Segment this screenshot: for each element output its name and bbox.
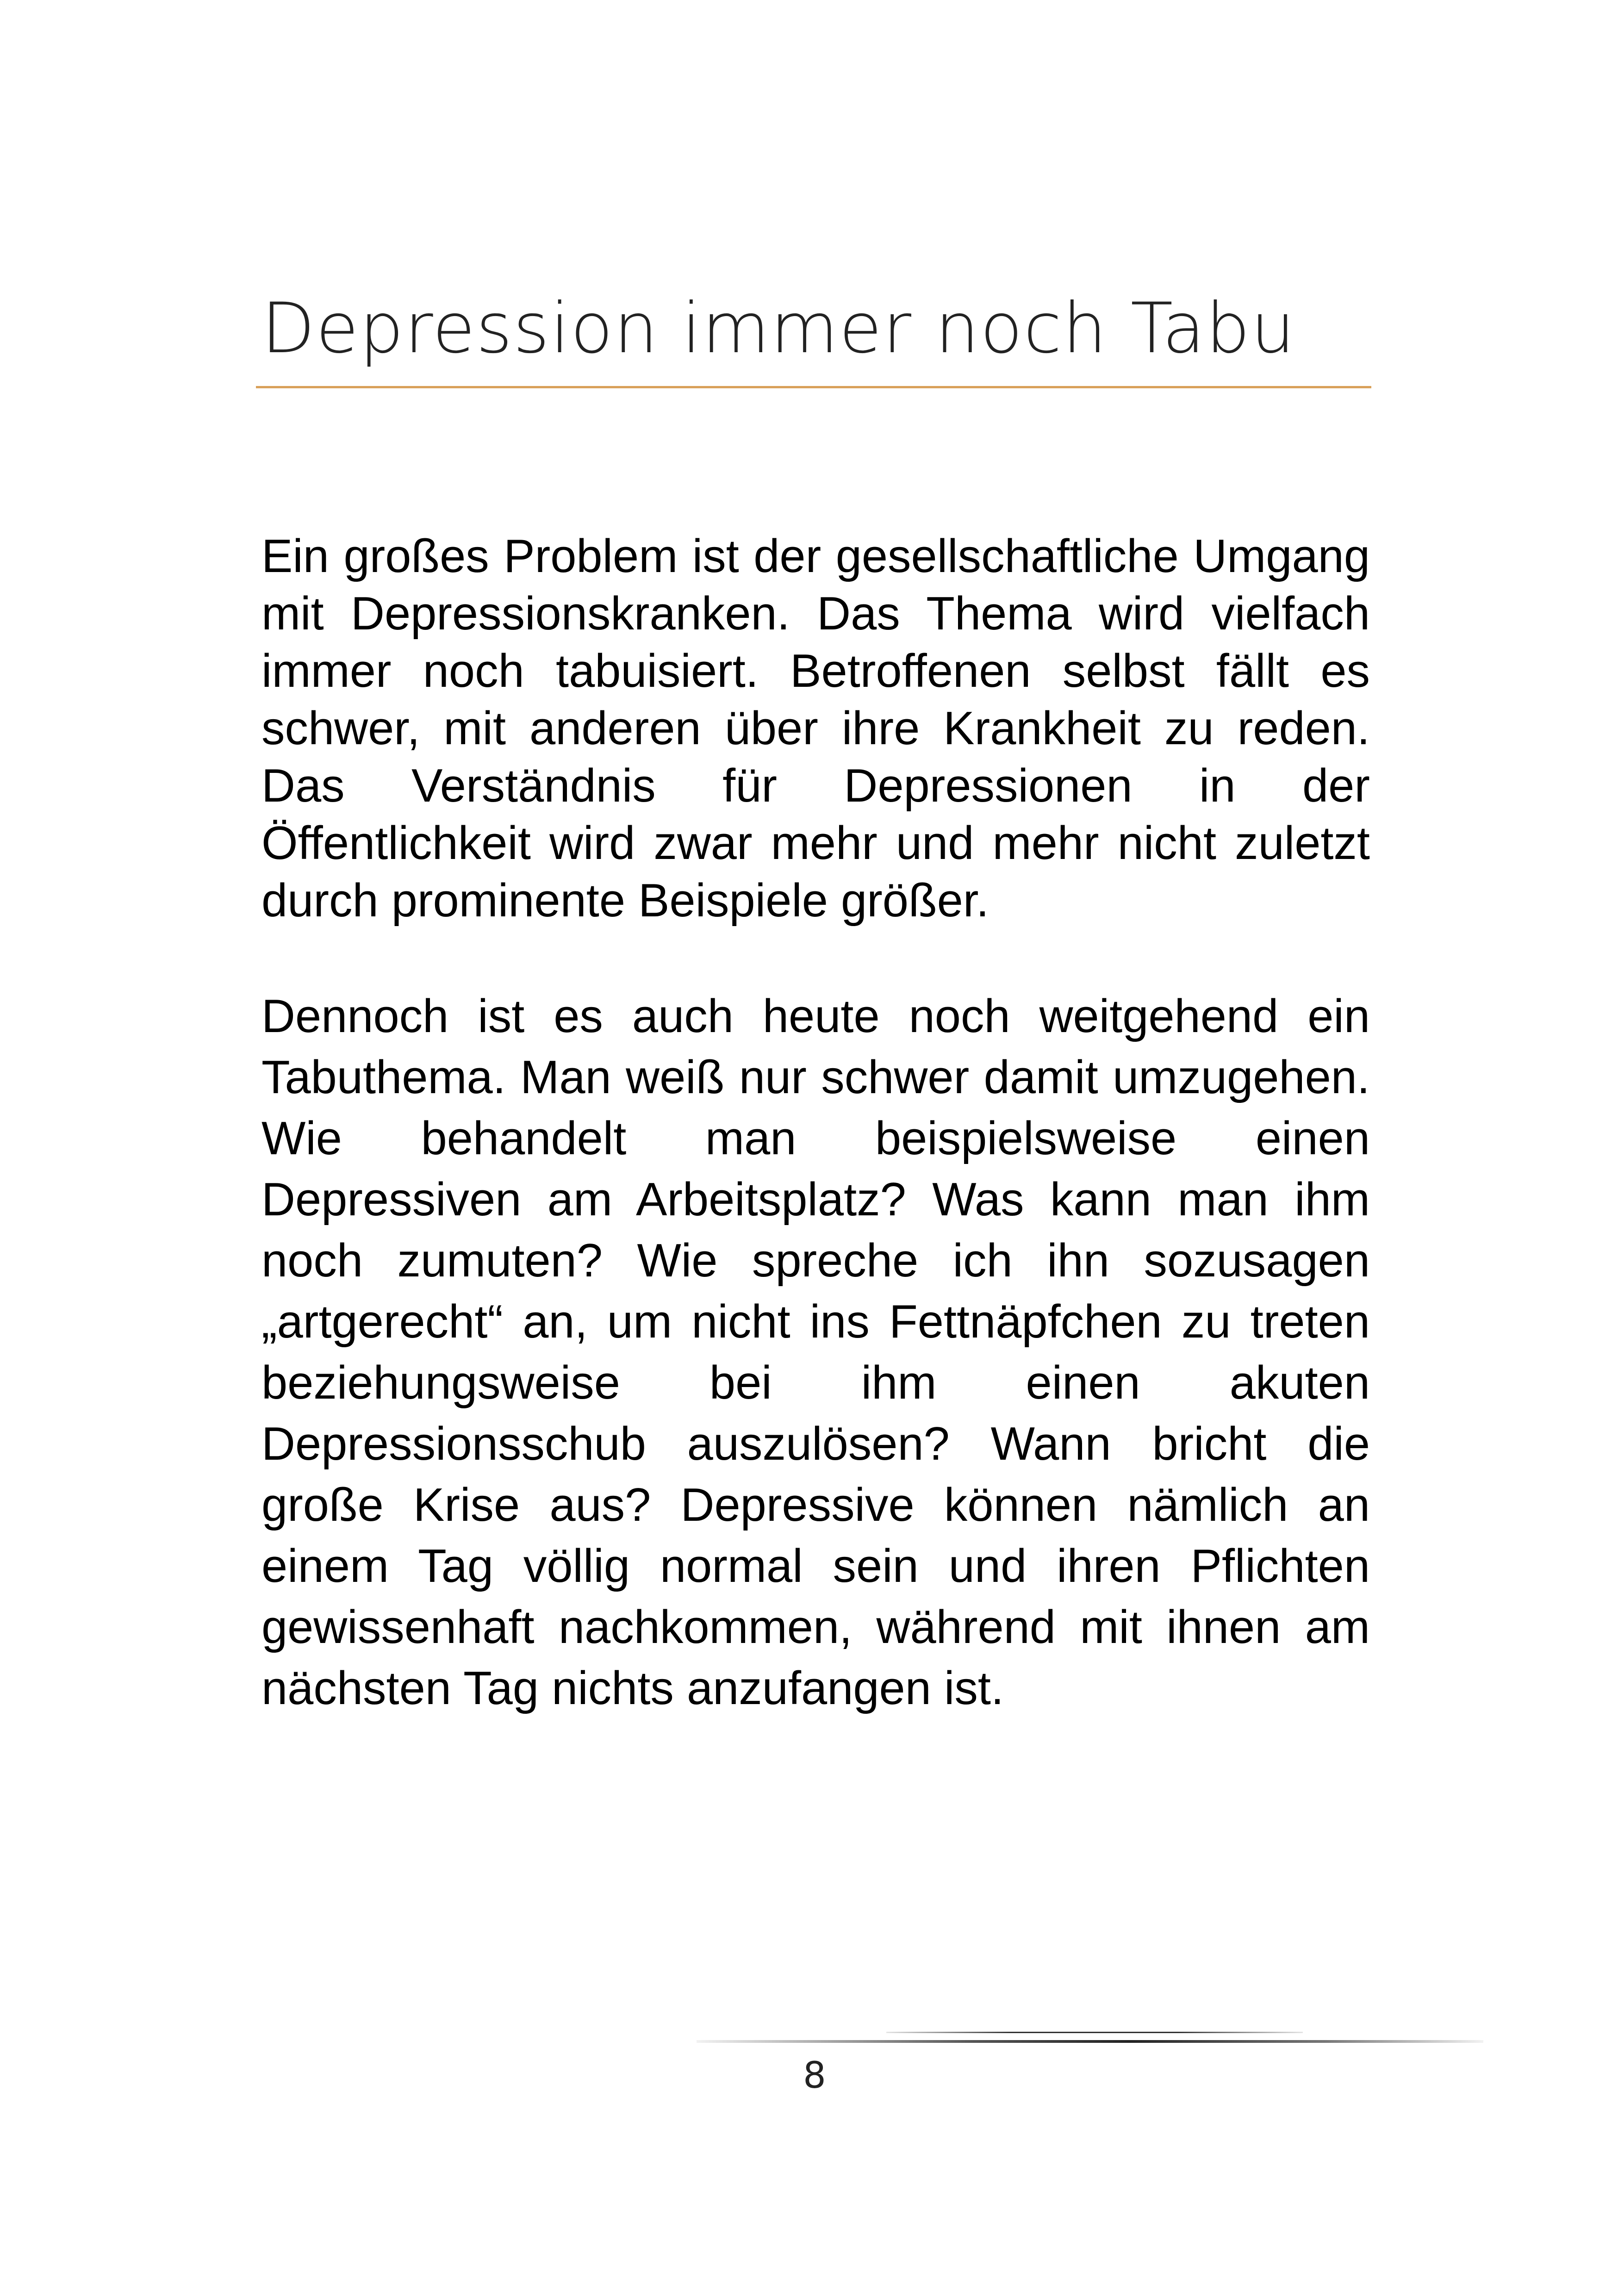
title-underline xyxy=(256,386,1371,388)
paragraph-1: Ein großes Problem ist der gesellschaftliche Umgang mit Depressionskranken. Das Thema wird vielfach immer noch tabuisiert. Betroffenen selbst fällt es schwer, mit anderen über ihre Krankheit zu reden. Das Verständnis für Depressionen in der Öffentlichkeit wird zwar mehr und mehr nicht zuletzt durch prominente Beispiele größer. xyxy=(261,530,1370,927)
paragraph-2: Dennoch ist es auch heute noch weitgehend ein Tabuthema. Man weiß nur schwer damit umzugehen. Wie behandelt man beispielsweise einen Depressiven am Arbeitsplatz? Was kann man ihm noch zumuten? Wie spreche ich ihn sozusagen „artgerecht“ an, um nicht ins Fettnäpfchen zu treten beziehungsweise bei ihm einen akuten Depressionsschub auszulösen? Wann bricht die große Krise aus? Depressive können nämlich an einem Tag völlig normal sein und ihren Pflichten gewissenhaft nachkommen, während mit ihnen am nächsten Tag nichts anzufangen ist. xyxy=(261,990,1370,1714)
page-title: Depression immer noch Tabu xyxy=(261,288,1296,369)
footer-rule-upper xyxy=(886,2032,1303,2033)
page-number: 8 xyxy=(803,2055,826,2097)
footer-rule-lower xyxy=(697,2040,1483,2043)
